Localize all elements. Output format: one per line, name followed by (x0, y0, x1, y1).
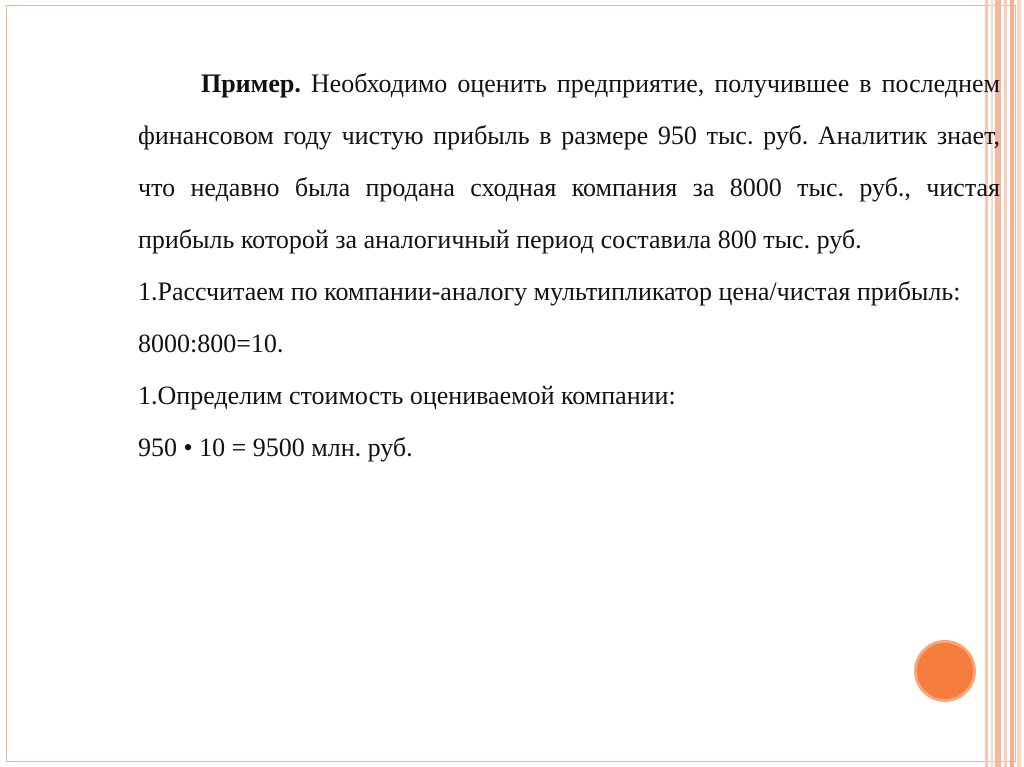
decorative-stripe (1010, 0, 1014, 767)
example-text: Необходимо оценить предприятие, получившее в последнем финансовом году чистую прибыль в размере 950 тыс. руб. Аналитик знает, что недавно была продана сходная компания за 8000 тыс. руб., чистая прибыль которой за аналогичный период составила 800 тыс. руб. (138, 69, 1000, 254)
decorative-stripe (1017, 0, 1021, 767)
slide-content (138, 58, 1000, 474)
step2-text: 1.Определим стоимость оцениваемой компании: (138, 381, 676, 410)
step1-text: 1.Рассчитаем по компании-аналогу мультипликатор цена/чистая прибыль: (138, 277, 961, 306)
step1-calculation: 8000:800=10. (138, 329, 284, 358)
decorative-stripe (1004, 0, 1007, 767)
step2-calculation: 950 • 10 = 9500 млн. руб. (138, 433, 413, 462)
decorative-circle (914, 640, 976, 702)
example-label: Пример. (201, 69, 301, 98)
example-paragraph (138, 58, 1000, 266)
